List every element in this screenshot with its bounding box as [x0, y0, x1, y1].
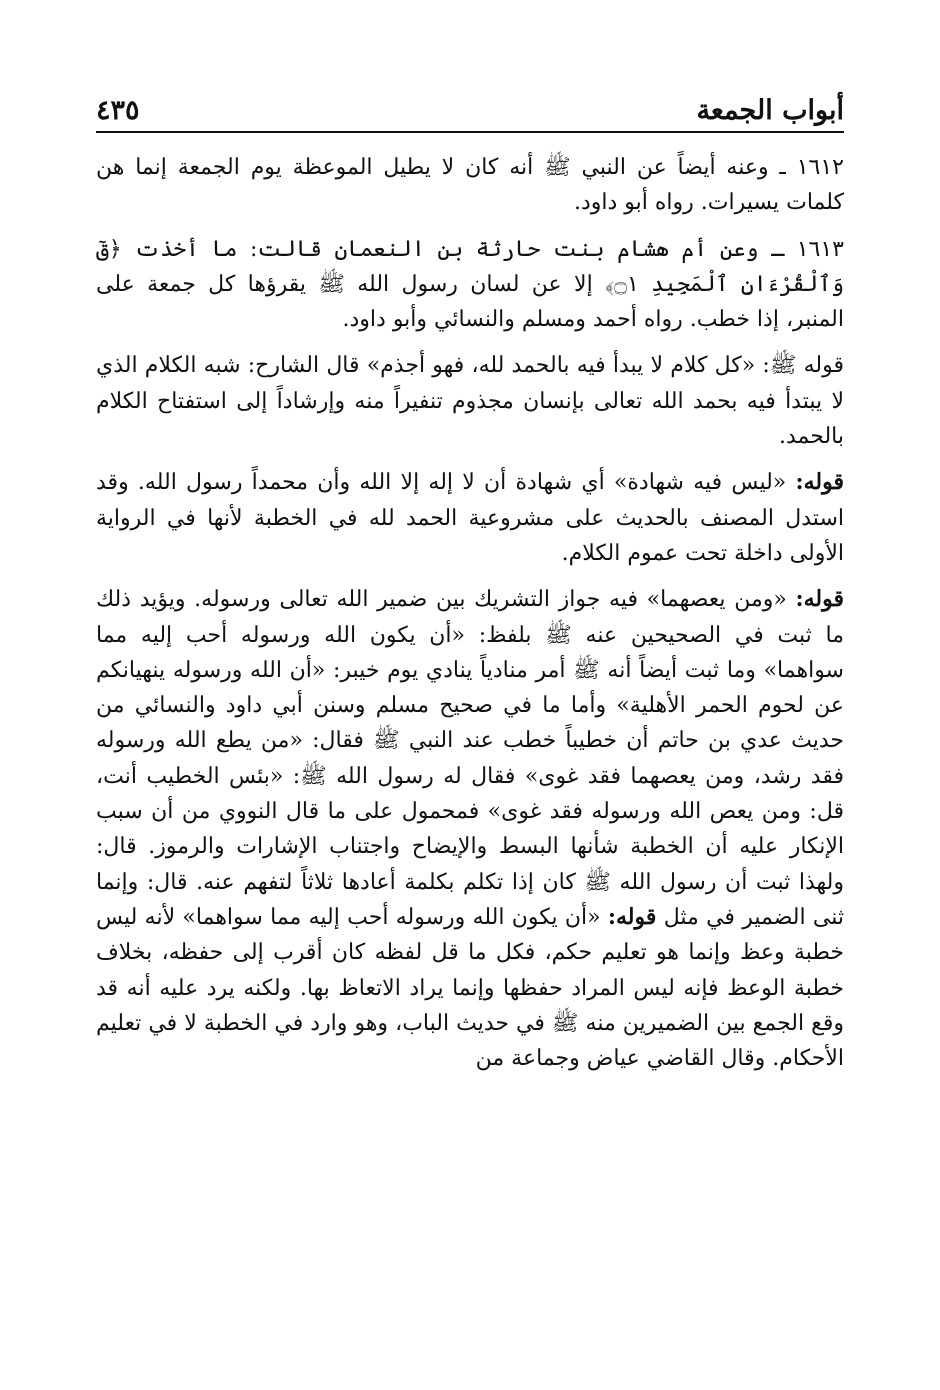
hadith-1612: ١٦١٢ ـ وعنه أيضاً عن النبي ﷺ أنه كان لا يطيل الموعظة يوم الجمعة إنما هن كلمات يسيرات. رواه أبو داود. — [96, 155, 844, 216]
page-body — [96, 150, 844, 1076]
keyword-qawluhu: قوله: — [795, 586, 844, 613]
paragraph-text-cont: «أن يكون الله ورسوله أحب إليه مما سواهما» لأنه ليس خطبة وعظ وإنما هو تعليم حكم، فكل ما قل لفظه كان أقرب إلى حفظه، بخلاف خطبة الوعظ فإنه ليس المراد حفظها وإنما يراد الاتعاظ بها. ولكنه يرد عليه أنه قد وقع الجمع بين الضميرين منه ﷺ في حديث الباب، وهو وارد في الخطبة لا في تعليم الأحكام. وقال القاضي عياض وجماعة من — [96, 904, 844, 1072]
keyword-qawluhu: قوله: — [795, 469, 844, 496]
page-number: ٤٣٥ — [96, 95, 140, 126]
header-divider — [96, 131, 844, 133]
keyword-qawluhu-inline: قوله: — [607, 903, 657, 930]
chapter-title: أبواب الجمعة — [696, 95, 844, 126]
commentary-paragraph-1: قوله ﷺ: «كل كلام لا يبدأ فيه بالحمد لله، فهو أجذم» قال الشارح: شبه الكلام الذي لا يبتدأ فيه بحمد الله تعالى بإنسان مجذوم تنفيراً منه وإرشاداً إلى استفتاح الكلام بالحمد. — [96, 353, 844, 450]
commentary-paragraph-3 — [96, 582, 844, 1076]
page-header — [96, 84, 844, 126]
commentary-paragraph-2 — [96, 465, 844, 571]
paragraph-text: «ومن يعصهما» فيه جواز التشريك بين ضمير الله تعالى ورسوله. ويؤيد ذلك ما ثبت في الصحيحين عنه ﷺ بلفظ: «أن يكون الله ورسوله أحب إليه مما سواهما» وما ثبت أيضاً أنه ﷺ أمر منادياً ينادي يوم خيبر: «أن الله ورسوله ينهيانكم عن لحوم الحمر الأهلية» وأما ما في صحيح مسلم وسنن أبي داود والنسائي من حديث عدي بن حاتم أن خطيباً خطب عند النبي ﷺ فقال: «من يطع الله ورسوله فقد رشد، ومن يعصهما فقد غوى» فقال له رسول الله ﷺ: «بئس الخطيب أنت، قل: ومن يعص الله ورسوله فقد غوى» فمحمول على ما قال النووي من أن سبب الإنكار عليه أن الخطبة شأنها البسط والإيضاح واجتناب الإشارات والرموز. قال: ولهذا ثبت أن رسول الله ﷺ كان إذا تكلم بكلمة أعادها ثلاثاً لتفهم عنه. قال: وإنما ثنى الضمير في مثل — [96, 587, 844, 930]
hadith-1613: ١٦١٣ ـ وعن أم هشام بنت حارثة بن النعمان قالت: ما أخذت ﴿قٓ وَٱلْقُرْءَانِ ٱلْمَجِيدِ ۝١﴾ إلا عن لسان رسول الله ﷺ يقرؤها كل جمعة على المنبر، إذا خطب. رواه أحمد ومسلم والنسائي وأبو داود. — [96, 236, 844, 333]
paragraph-text: «ليس فيه شهادة» أي شهادة أن لا إله إلا الله وأن محمداً رسول الله. وقد استدل المصنف بالحديث على مشروعية الحمد لله في الخطبة لأنها في الرواية الأولى داخلة تحت عموم الكلام. — [96, 470, 844, 566]
